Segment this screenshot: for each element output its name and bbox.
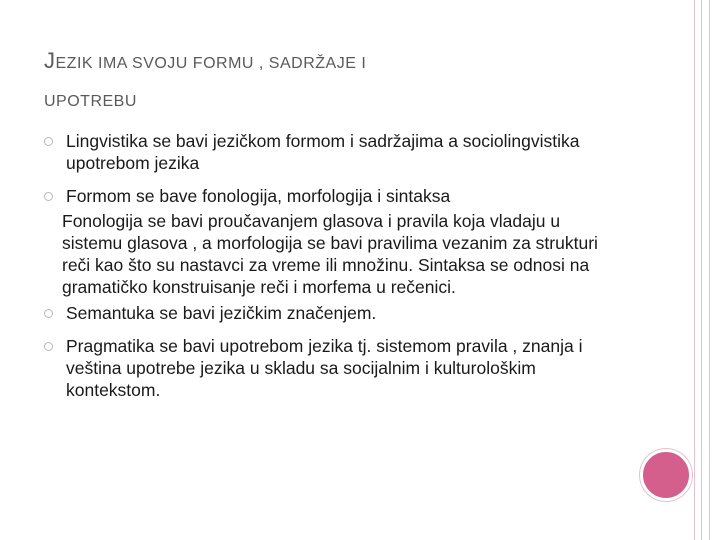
bullet-circle-icon (44, 342, 53, 351)
frame-line-inner (694, 0, 695, 540)
title-line-1: EZIK IMA SVOJU FORMU , SADRŽAJE I (55, 55, 367, 72)
list-item-text: Semantuka se bavi jezičkim značenjem. (66, 303, 377, 323)
list-item (44, 335, 614, 401)
frame-line-outer (709, 0, 710, 540)
bullet-circle-icon (44, 309, 53, 318)
list-item-text: Lingvistika se bavi jezičkom formom i sadržajima a sociolingvistika upotrebom jezika (66, 131, 580, 173)
list-item (44, 302, 614, 324)
list-item-continuation (44, 210, 614, 298)
list-item-text: Pragmatika se bavi upotrebom jezika tj. sistemom pravila , znanja i veština upotrebe jezika u skladu sa socijalnim i kulturološkim kontekstom. (66, 336, 583, 400)
frame-line-middle (701, 0, 702, 540)
list-item-text: Fonologija se bavi proučavanjem glasova i pravila koja vladaju u sistemu glasova , a morfologija se bavi pravilima vezanim za strukturi reči kao što su nastavci za vreme ili množinu. Sintaksa se odnosi na gramatičko konstruisanje reči i morfema u rečenici. (62, 211, 598, 297)
slide-title (44, 42, 604, 121)
list-item (44, 185, 614, 207)
title-line-2: UPOTREBU (44, 93, 137, 110)
bullet-circle-icon (44, 137, 53, 146)
list-item-text: Formom se bave fonologija, morfologija i sintaksa (66, 186, 451, 206)
decorative-circle (640, 449, 692, 501)
list-item (44, 130, 614, 174)
bullet-list (44, 130, 614, 412)
title-initial: J (44, 48, 56, 73)
bullet-circle-icon (44, 192, 53, 201)
